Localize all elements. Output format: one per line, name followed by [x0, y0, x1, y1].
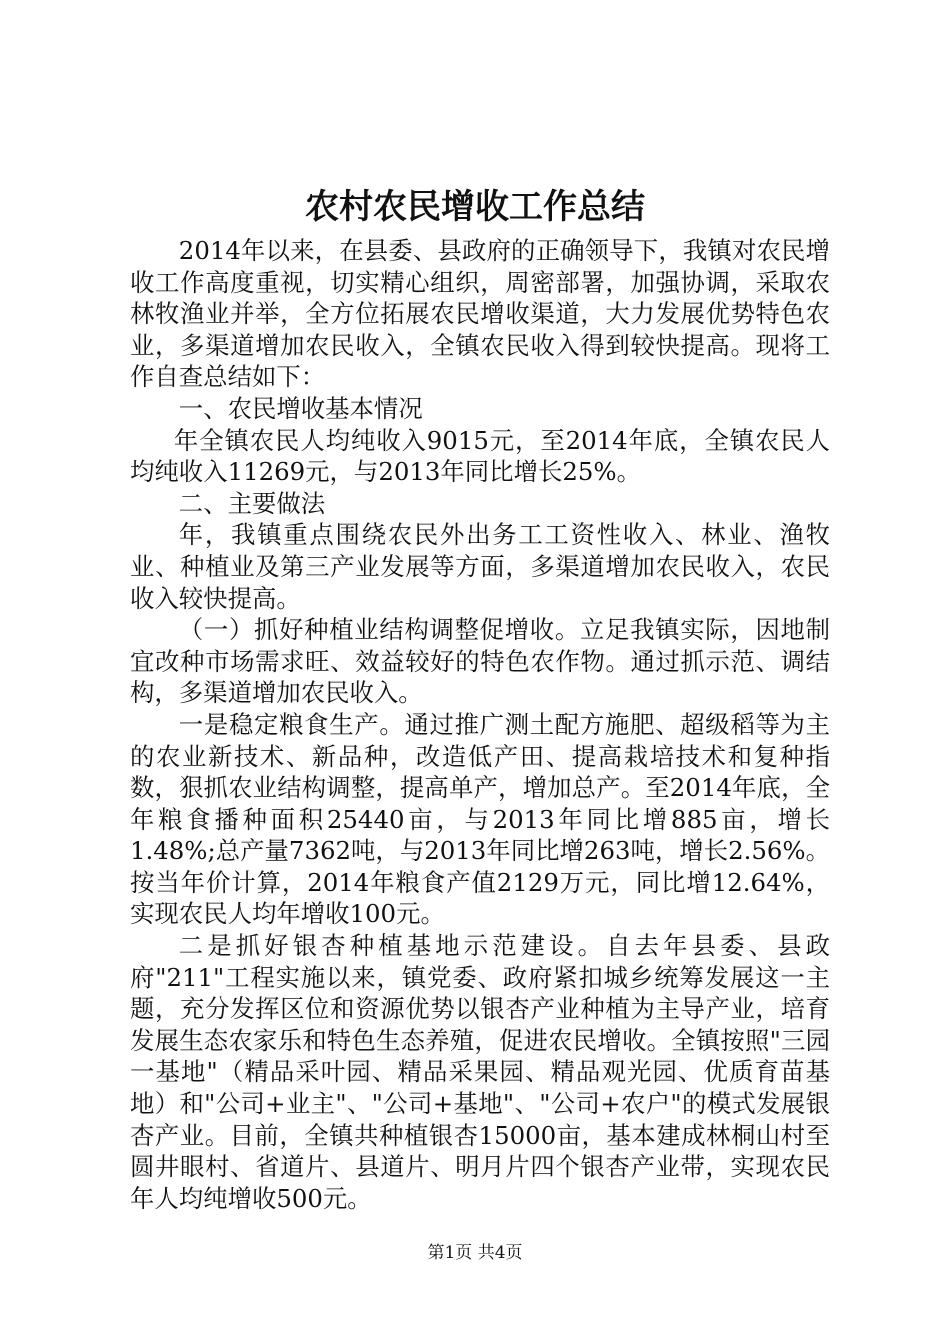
document-title: 农村农民增收工作总结 [305, 187, 645, 227]
paragraph-basic-situation: 年全镇农民人均纯收入9015元，至2014年底，全镇农民人均纯收入11269元，与2013年同比增长25%。 [130, 425, 830, 487]
paragraph-intro: 2014年以来，在县委、县政府的正确领导下，我镇对农民增收工作高度重视，切实精心组织，周密部署，加强协调，采取农林牧渔业并举，全方位拓展农民增收渠道，大力发展优势特色农业，多渠道增加农民收入，全镇农民收入得到较快提高。现将工作自查总结如下： [130, 236, 830, 392]
section-heading-2: 二、主要做法 [178, 488, 326, 518]
paragraph-grain-production: 一是稳定粮食生产。通过推广测土配方施肥、超级稻等为主的农业新技术、新品种，改造低产田、提高栽培技术和复种指数，狠抓农业结构调整，提高单产，增加总产。至2014年底，全年粮食播种面积25440亩，与2013年同比增885亩，增长1.48%;总产量7362吨，与2013年同比增263吨，增长2.56%。按当年价计算，2014年粮食产值2129万元，同比增12.64%，实现农民人均年增收100元。 [130, 709, 830, 929]
paragraph-ginkgo-base: 二是抓好银杏种植基地示范建设。自去年县委、县政府"211"工程实施以来，镇党委、政府紧扣城乡统筹发展这一主题，充分发挥区位和资源优势以银杏产业种植为主导产业，培育发展生态农家乐和特色生态养殖，促进农民增收。全镇按照"三园一基地"（精品采叶园、精品采果园、精品观光园、优质育苗基地）和"公司+业主"、"公司+基地"、"公司+农户"的模式发展银杏产业。目前，全镇共种植银杏15000亩，基本建成林桐山村至圆井眼村、省道片、县道片、明月片四个银杏产业带，实现农民年人均纯增收500元。 [130, 931, 830, 1213]
paragraph-main-approach: 年，我镇重点围绕农民外出务工工资性收入、林业、渔牧业、种植业及第三产业发展等方面，多渠道增加农民收入，农民收入较快提高。 [130, 520, 830, 613]
document-body [130, 235, 830, 1214]
paragraph-planting-structure: （一）抓好种植业结构调整促增收。立足我镇实际，因地制宜改种市场需求旺、效益较好的特色农作物。通过抓示范、调结构，多渠道增加农民收入。 [130, 615, 830, 708]
page-number: 第1页 共4页 [427, 1243, 523, 1263]
section-heading-1: 一、农民增收基本情况 [178, 393, 423, 423]
